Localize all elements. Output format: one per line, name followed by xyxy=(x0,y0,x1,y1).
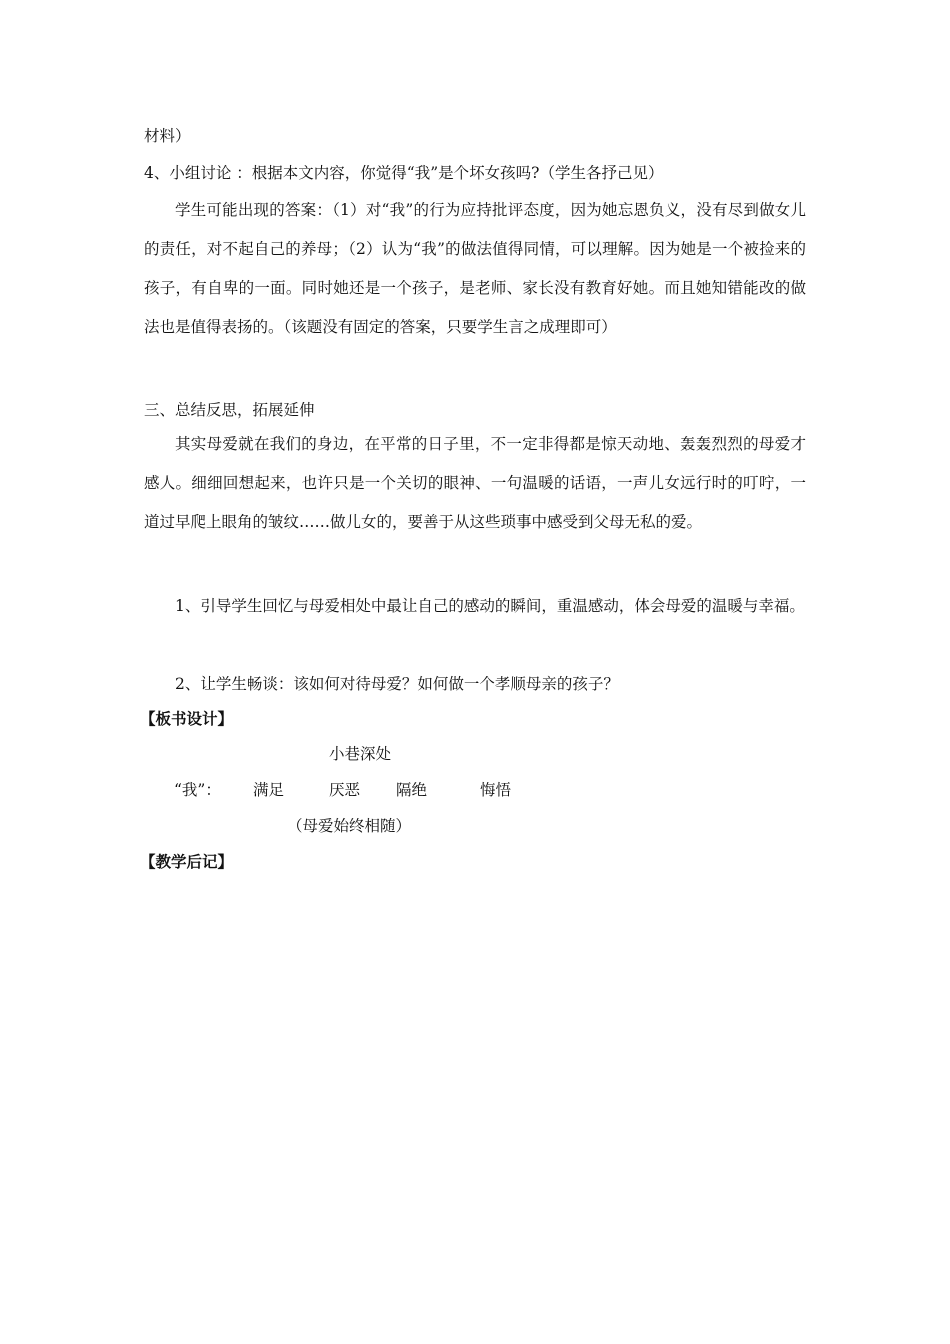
answer-paragraph: 学生可能出现的答案：（1）对“我”的行为应持批评态度，因为她忘恩负义，没有尽到做女儿的责任，对不起自己的养母；（2）认为“我”的做法值得同情，可以理解。因为她是一个被捡来的孩子，有自卑的一面。同时她还是一个孩子，是老师、家长没有教育好她。而且她知错能改的做法也是值得表扬的。（该题没有固定的答案，只要学生言之成理即可） xyxy=(144,201,806,336)
board-item-isolation: 隔绝 xyxy=(396,781,428,799)
board-item-satisfied: 满足 xyxy=(253,781,285,799)
teaching-notes-heading: 【教学后记】 xyxy=(140,853,234,871)
activity-1-paragraph: 1、引导学生回忆与母爱相处中最让自己的感动的瞬间，重温感动，体会母爱的温暖与幸福。 xyxy=(175,597,805,615)
activity-2-paragraph: 2、让学生畅谈：该如何对待母爱？如何做一个孝顺母亲的孩子？ xyxy=(175,675,619,693)
board-label-wo: “我”： xyxy=(174,781,221,799)
summary-paragraph: 其实母爱就在我们的身边，在平常的日子里，不一定非得都是惊天动地、轰轰烈烈的母爱才感人。细细回想起来，也许只是一个关切的眼神、一句温暖的话语，一声儿女远行时的叮咛，一道过早爬上眼角的皱纹……做儿女的，要善于从这些琐事中感受到父母无私的爱。 xyxy=(144,435,806,531)
continuation-text: 材料） xyxy=(144,127,191,145)
board-item-repentance: 悔悟 xyxy=(480,781,512,799)
board-item-disgust: 厌恶 xyxy=(329,781,361,799)
section-heading-3: 三、总结反思，拓展延伸 xyxy=(144,401,315,419)
board-footer: （母爱始终相随） xyxy=(287,817,412,835)
board-design-heading: 【板书设计】 xyxy=(140,710,234,728)
discussion-question: 4、小组讨论 ：根据本文内容，你觉得“我”是个坏女孩吗?（学生各抒己见） xyxy=(144,164,664,182)
board-title: 小巷深处 xyxy=(329,745,392,763)
